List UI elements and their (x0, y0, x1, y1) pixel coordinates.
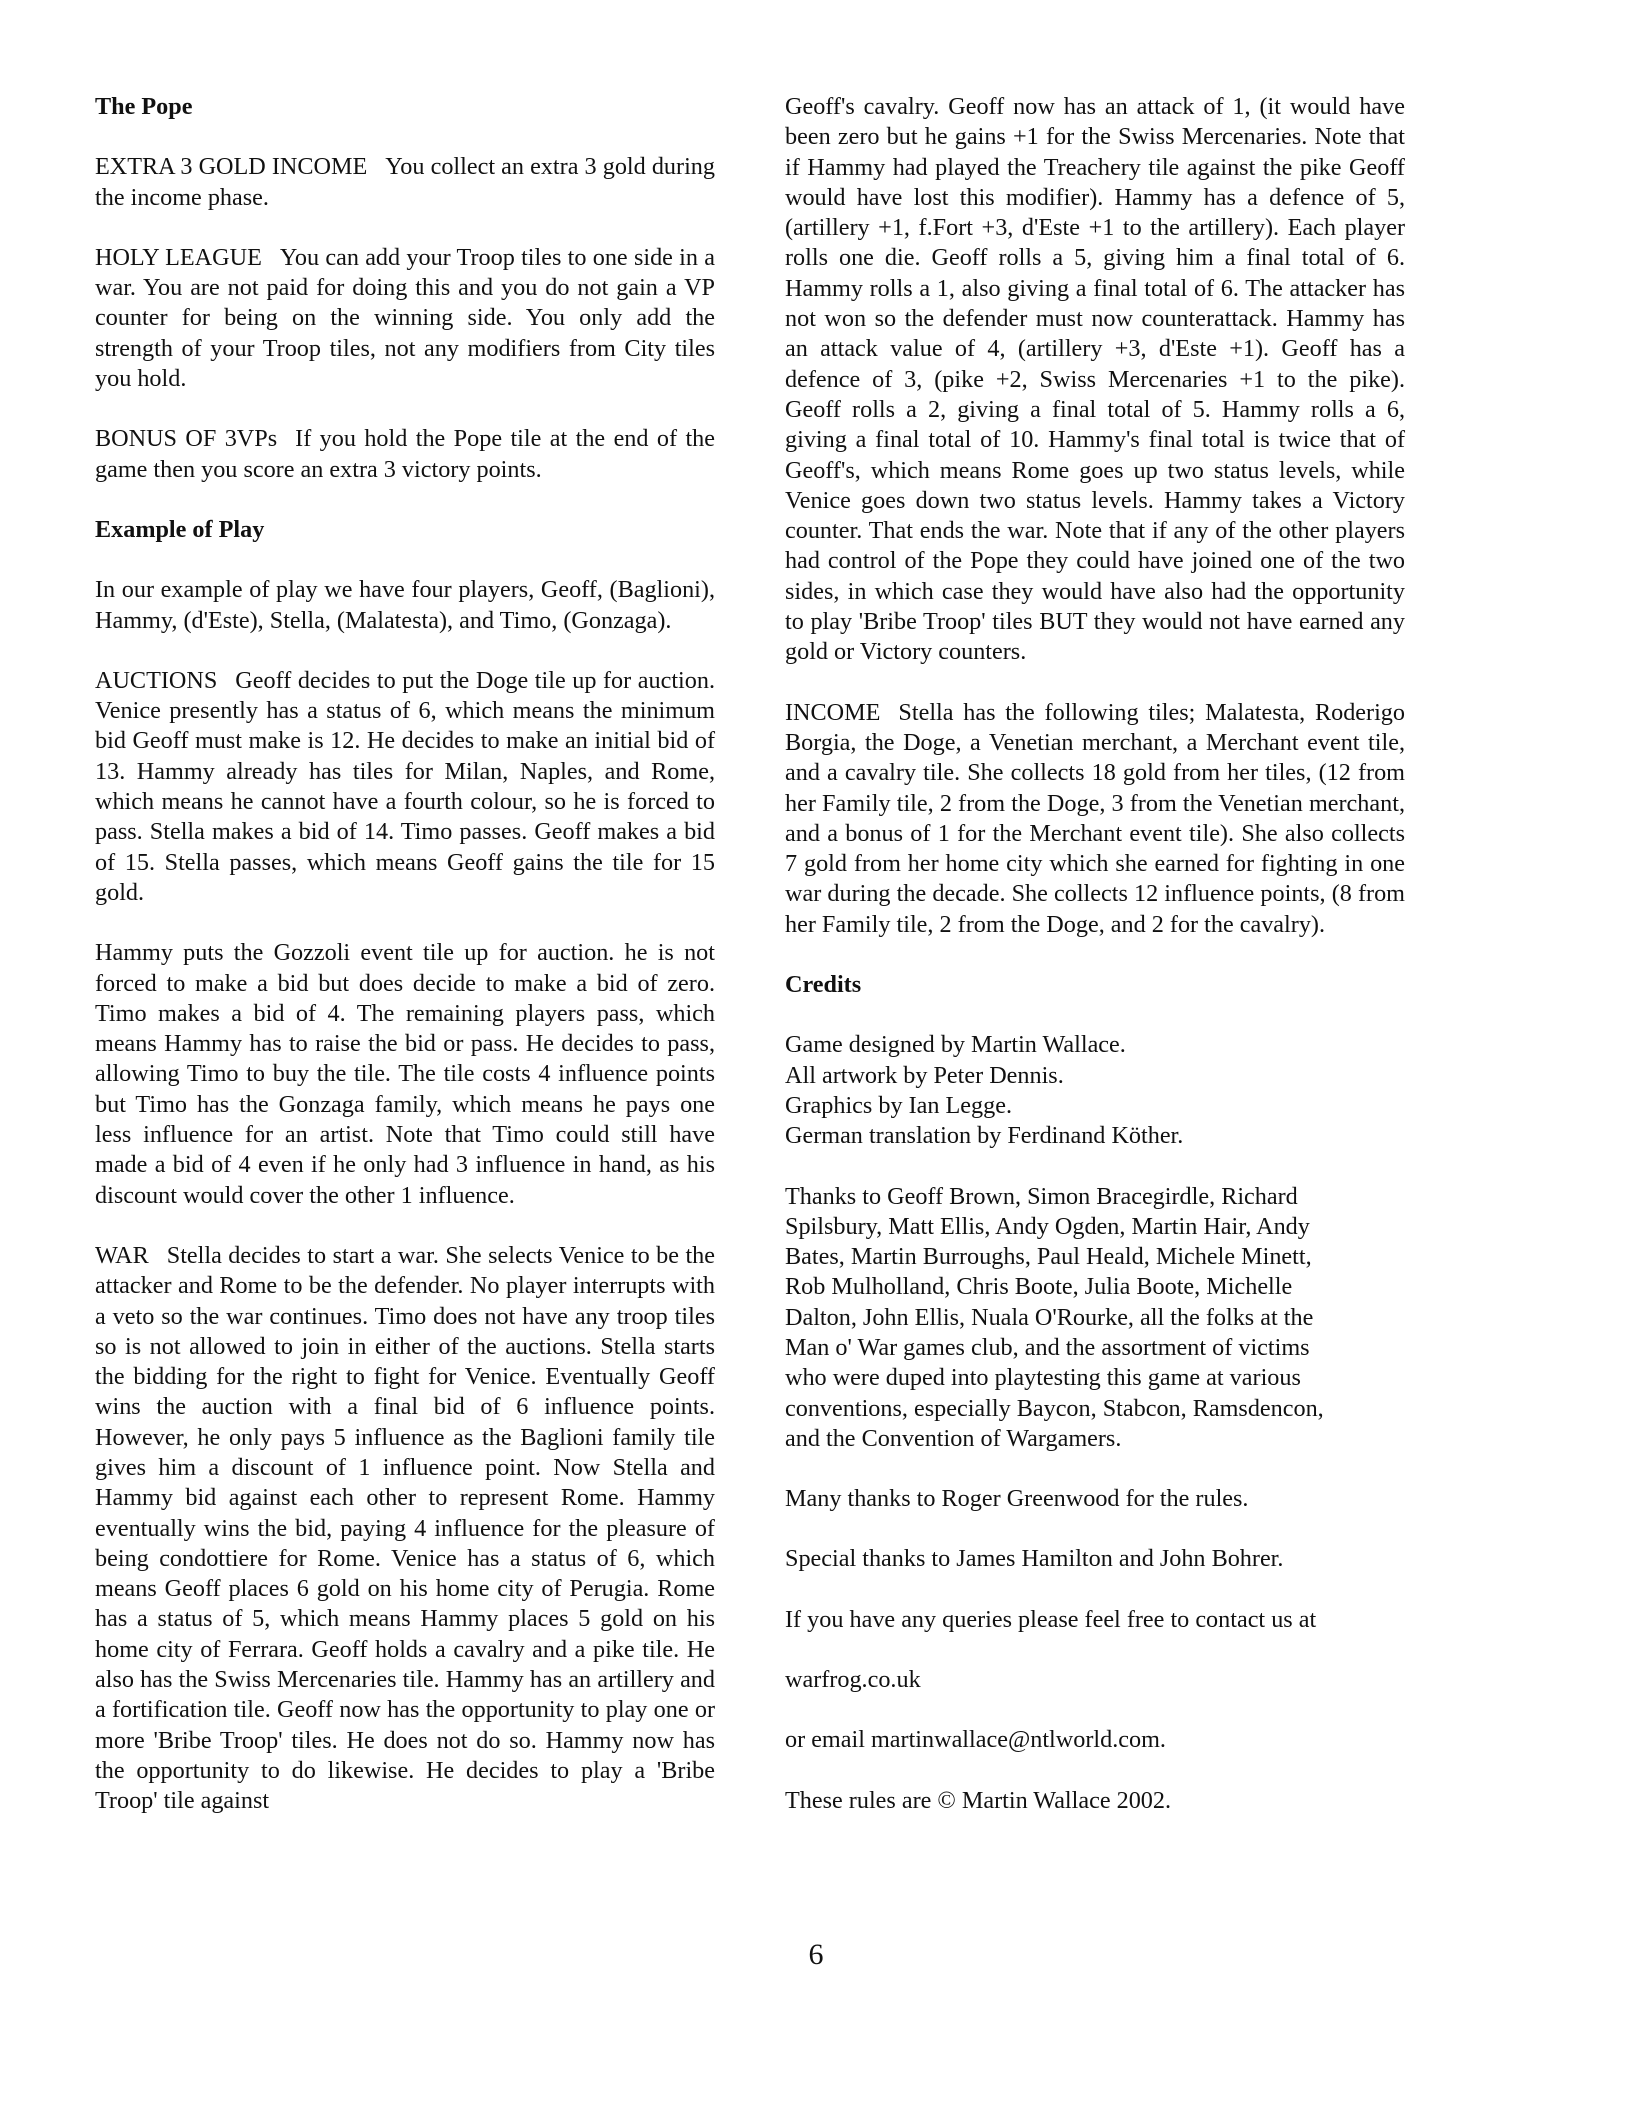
thanks-line: Dalton, John Ellis, Nuala O'Rourke, all the folks at the (785, 1303, 1314, 1331)
auctions-label: AUCTIONS (95, 666, 218, 694)
right-column (785, 92, 1405, 1846)
bonus-vp-paragraph (95, 424, 715, 485)
bonus-vp-text: If you hold the Pope tile at the end of the game then you score an extra 3 victory points. (95, 425, 715, 483)
extra-gold-paragraph (95, 152, 715, 213)
war-continued-paragraph: Geoff's cavalry. Geoff now has an attack of 1, (it would have been zero but he gains +1 for the Swiss Mercenaries. Note that if Hammy had played the Treachery tile against the pike Geoff would have lost this modifier). Hammy has a defence of 5, (artillery +1, f.Fort +3, d'Este +1 to the artillery). Each player rolls one die. Geoff rolls a 5, giving him a final total of 6. Hammy rolls a 1, also giving a final total of 6. The attacker has not won so the defender must now counterattack. Hammy has an attack value of 4, (artillery +3, d'Este +1). Geoff has a defence of 3, (pike +2, Swiss Mercenaries +1 to the pike). Geoff rolls a 2, giving a final total of 5. Hammy rolls a 6, giving a final total of 10. Hammy's final total is twice that of Geoff's, which means Rome goes up two status levels, while Venice goes down two status levels. Hammy takes a Victory counter. That ends the war. Note that if any of the other players had control of the Pope they could have joined one of the two sides, in which case they would have also had the opportunity to play 'Bribe Troop' tiles BUT they would not have earned any gold or Victory counters. (785, 93, 1405, 666)
thanks-line: Thanks to Geoff Brown, Simon Bracegirdle, Richard (785, 1182, 1298, 1210)
email-link[interactable]: or email martinwallace@ntlworld.com. (785, 1726, 1166, 1754)
income-paragraph (785, 698, 1405, 940)
queries-text: If you have any queries please feel free to contact us at (785, 1605, 1317, 1633)
thanks-line: Spilsbury, Matt Ellis, Andy Ogden, Martin Hair, Andy (785, 1212, 1310, 1240)
auctions-paragraph (95, 666, 715, 908)
holy-league-paragraph (95, 243, 715, 394)
rules-thanks: Many thanks to Roger Greenwood for the rules. (785, 1485, 1249, 1513)
holy-league-text: You can add your Troop tiles to one side in a war. You are not paid for doing this and you do not gain a VP counter for being on the winning side. You only add the strength of your Troop tiles, not any modifiers from City tiles you hold. (95, 243, 715, 393)
holy-league-label: HOLY LEAGUE (95, 243, 262, 271)
credits-line: Graphics by Ian Legge. (785, 1091, 1013, 1119)
credits-line: German translation by Ferdinand Köther. (785, 1122, 1184, 1150)
example-heading: Example of Play (95, 515, 265, 543)
thanks-line: Bates, Martin Burroughs, Paul Heald, Michele Minett, (785, 1243, 1312, 1271)
income-text: Stella has the following tiles; Malatesta, Roderigo Borgia, the Doge, a Venetian merchant, a Merchant event tile, and a cavalry tile. She collects 18 gold from her tiles, (12 from her Family tile, 2 from the Doge, 3 from the Venetian merchant, and a bonus of 1 for the Merchant event tile). She also collects 7 gold from her home city which she earned for fighting in one war during the decade. She collects 12 influence points, (8 from her Family tile, 2 from the Doge, and 2 for the cavalry). (785, 698, 1405, 938)
left-column (95, 92, 715, 1847)
thanks-line: and the Convention of Wargamers. (785, 1424, 1122, 1452)
bonus-vp-label: BONUS OF 3VPs (95, 425, 278, 453)
credits-line: All artwork by Peter Dennis. (785, 1061, 1064, 1089)
copyright-text: These rules are © Martin Wallace 2002. (785, 1786, 1172, 1814)
war-paragraph (95, 1241, 715, 1817)
credits-heading: Credits (785, 971, 862, 999)
website-link[interactable]: warfrog.co.uk (785, 1666, 921, 1694)
thanks-line: Rob Mulholland, Chris Boote, Julia Boote, Michelle (785, 1273, 1293, 1301)
extra-gold-label: EXTRA 3 GOLD INCOME (95, 153, 368, 181)
credits-list (785, 1030, 1405, 1151)
intro-paragraph: In our example of play we have four players, Geoff, (Baglioni), Hammy, (d'Este), Stella, (Malatesta), and Timo, (Gonzaga). (95, 576, 715, 634)
income-label: INCOME (785, 698, 881, 726)
credits-line: Game designed by Martin Wallace. (785, 1031, 1126, 1059)
thanks-paragraph (785, 1182, 1405, 1455)
special-thanks: Special thanks to James Hamilton and John Bohrer. (785, 1545, 1284, 1573)
pope-heading: The Pope (95, 93, 193, 120)
auctions-text: Geoff decides to put the Doge tile up for auction. Venice presently has a status of 6, which means the minimum bid Geoff must make is 12. He decides to make an initial bid of 13. Hammy already has tiles for Milan, Naples, and Rome, which means he cannot have a fourth colour, so he is forced to pass. Stella makes a bid of 14. Timo passes. Geoff makes a bid of 15. Stella passes, which means Geoff gains the tile for 15 gold. (95, 666, 715, 906)
war-label: WAR (95, 1241, 149, 1269)
extra-gold-text: You collect an extra 3 gold during the income phase. (95, 153, 715, 211)
thanks-line: who were duped into playtesting this game at various (785, 1364, 1301, 1392)
page-number: 6 (808, 1938, 824, 1971)
thanks-line: conventions, especially Baycon, Stabcon, Ramsdencon, (785, 1394, 1324, 1422)
gozzoli-paragraph: Hammy puts the Gozzoli event tile up for auction. he is not forced to make a bid but does decide to make a bid of zero. Timo makes a bid of 4. The remaining players pass, which means Hammy has to raise the bid or pass. He decides to pass, allowing Timo to buy the tile. The tile costs 4 influence points but Timo has the Gonzaga family, which means he pays one less influence for an artist. Note that Timo could still have made a bid of 4 even if he only had 3 influence in hand, as his discount would cover the other 1 influence. (95, 939, 715, 1209)
thanks-line: Man o' War games club, and the assortment of victims (785, 1333, 1310, 1361)
war-text: Stella decides to start a war. She selects Venice to be the attacker and Rome to be the defender. No player interrupts with a veto so the war continues. Timo does not have any troop tiles so is not allowed to join in either of the auctions. Stella starts the bidding for the right to fight for Venice. Eventually Geoff wins the auction with a final bid of 6 influence points. However, he only pays 5 influence as the Baglioni family tile gives him a discount of 1 influence point. Now Stella and Hammy bid against each other to represent Rome. Hammy eventually wins the bid, paying 4 influence for the pleasure of being condottiere for Rome. Venice has a status of 6, which means Geoff places 6 gold on his home city of Perugia. Rome has a status of 5, which means Hammy places 5 gold on his home city of Ferrara. Geoff holds a cavalry and a pike tile. He also has the Swiss Mercenaries tile. Hammy has an artillery and a fortification tile. Geoff now has the opportunity to play one or more 'Bribe Troop' tiles. He does not do so. Hammy now has the opportunity to do likewise. He decides to play a 'Bribe Troop' tile against (95, 1241, 715, 1815)
